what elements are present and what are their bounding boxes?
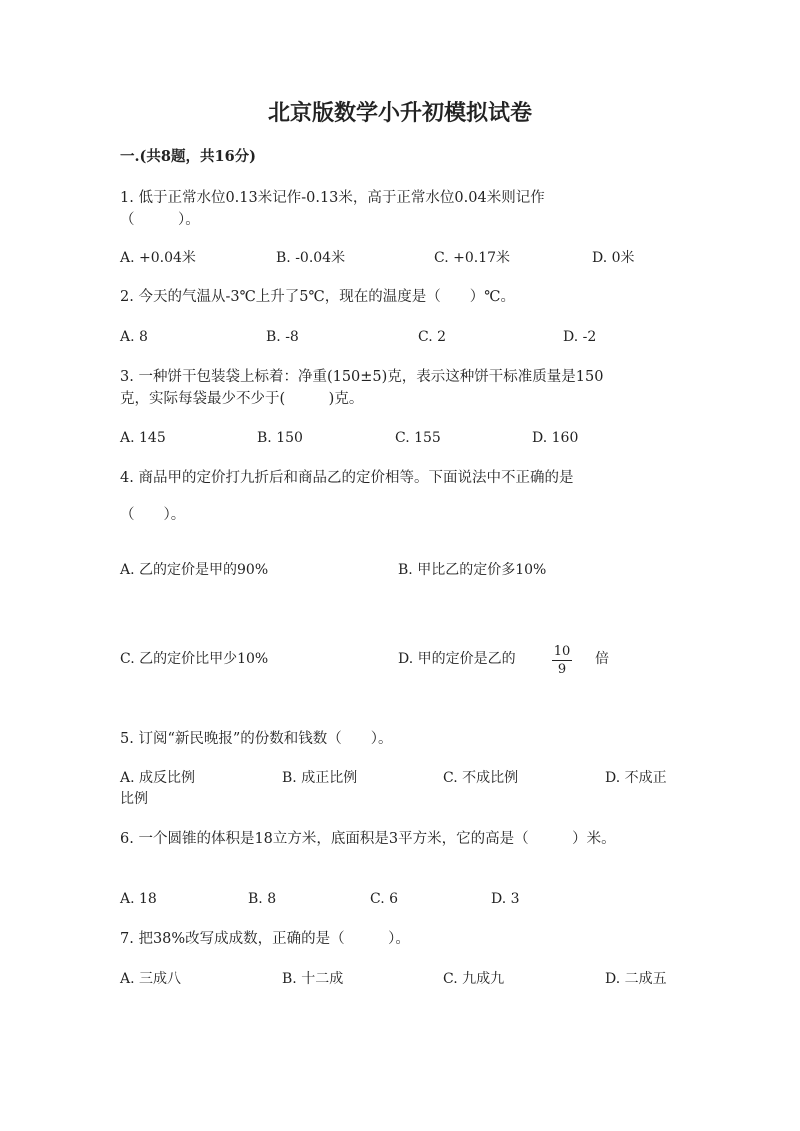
question-7-text: 7. 把38%改写成成数，正确的是（ ）。 xyxy=(120,931,410,947)
question-3-option-b[interactable]: B. 150 xyxy=(257,430,303,446)
question-4-text: 4. 商品甲的定价打九折后和商品乙的定价相等。下面说法中不正确的是 xyxy=(120,470,574,486)
question-4-option-b[interactable]: B. 甲比乙的定价多10% xyxy=(398,562,547,578)
question-1-option-a[interactable]: A. +0.04米 xyxy=(120,250,196,266)
question-1-option-c[interactable]: C. +0.17米 xyxy=(434,250,511,266)
page-title: 北京版数学小升初模拟试卷 xyxy=(267,100,532,126)
question-1-text-continued: （ ）。 xyxy=(120,212,200,228)
question-2-option-d[interactable]: D. -2 xyxy=(563,329,597,345)
question-5-option-d[interactable]: D. 不成正 xyxy=(605,770,667,786)
question-5-text: 5. 订阅“新民晚报”的份数和钱数（ ）。 xyxy=(120,731,393,747)
question-4-option-d[interactable]: D. 甲的定价是乙的 xyxy=(398,651,516,667)
question-6-option-d[interactable]: D. 3 xyxy=(491,891,520,907)
question-4-option-c[interactable]: C. 乙的定价比甲少10% xyxy=(120,651,269,667)
question-7-option-c[interactable]: C. 九成九 xyxy=(443,971,505,987)
question-4-option-d-suffix: 倍 xyxy=(595,651,609,667)
question-5-option-a[interactable]: A. 成反比例 xyxy=(120,770,196,786)
fraction-ten-ninths xyxy=(551,645,573,676)
question-1-option-b[interactable]: B. -0.04米 xyxy=(276,250,346,266)
question-2-option-c[interactable]: C. 2 xyxy=(418,329,447,345)
question-2-text: 2. 今天的气温从-3℃上升了5℃，现在的温度是（ ）℃。 xyxy=(120,289,515,305)
question-7-option-b[interactable]: B. 十二成 xyxy=(282,971,344,987)
question-6-option-c[interactable]: C. 6 xyxy=(370,891,399,907)
question-5-option-d-wrap: 比例 xyxy=(120,791,148,807)
question-2-option-a[interactable]: A. 8 xyxy=(120,329,148,345)
question-6-option-b[interactable]: B. 8 xyxy=(248,891,277,907)
section-heading: 一.(共8题，共16分) xyxy=(120,148,257,165)
question-2-option-b[interactable]: B. -8 xyxy=(266,329,299,345)
question-7-option-d[interactable]: D. 二成五 xyxy=(605,971,667,987)
question-3-option-d[interactable]: D. 160 xyxy=(532,430,579,446)
question-3-option-c[interactable]: C. 155 xyxy=(395,430,441,446)
question-5-option-b[interactable]: B. 成正比例 xyxy=(282,770,358,786)
question-3-text: 3. 一种饼干包装袋上标着：净重(150±5)克，表示这种饼干标准质量是150 xyxy=(120,369,604,385)
question-4-option-a[interactable]: A. 乙的定价是甲的90% xyxy=(120,562,269,578)
question-5-option-c[interactable]: C. 不成比例 xyxy=(443,770,519,786)
question-6-option-a[interactable]: A. 18 xyxy=(120,891,157,907)
question-1-text: 1. 低于正常水位0.13米记作-0.13米，高于正常水位0.04米则记作 xyxy=(120,190,545,206)
question-3-text-continued: 克，实际每袋最少不少于( )克。 xyxy=(120,391,364,407)
question-7-option-a[interactable]: A. 三成八 xyxy=(120,971,182,987)
fraction-numerator: 10 xyxy=(553,644,571,659)
fraction-denominator: 9 xyxy=(557,662,567,677)
question-6-text: 6. 一个圆锥的体积是18立方米，底面积是3平方米，它的高是（ ）米。 xyxy=(120,831,616,847)
question-3-option-a[interactable]: A. 145 xyxy=(120,430,166,446)
question-1-option-d[interactable]: D. 0米 xyxy=(592,250,635,266)
question-4-text-continued: （ ）。 xyxy=(120,507,186,523)
